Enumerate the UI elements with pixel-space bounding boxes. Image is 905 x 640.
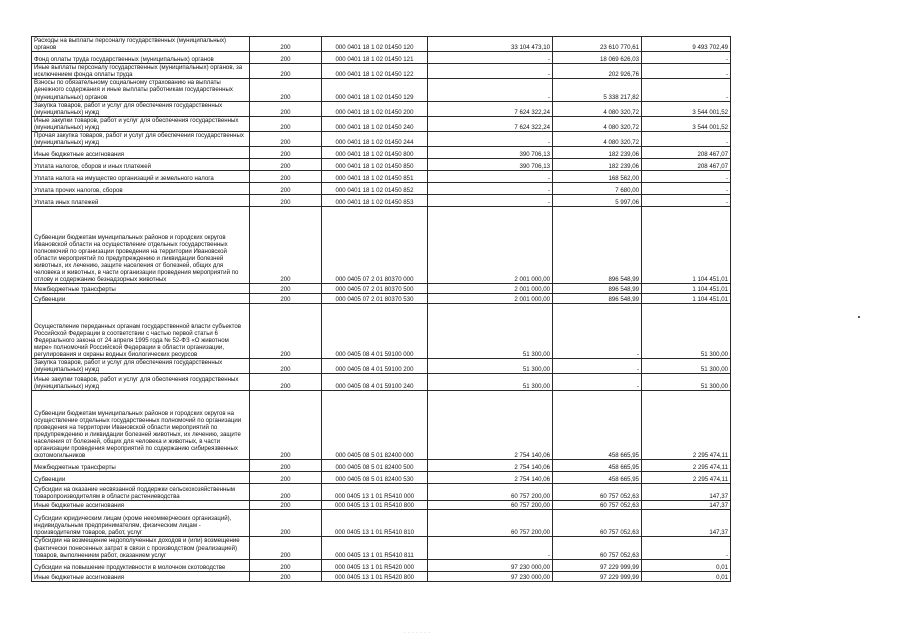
- table-row: [32, 195, 731, 207]
- unexecuted-amount-cell: 0,01: [642, 571, 731, 581]
- approved-amount-cell: 51 300,00: [428, 374, 553, 391]
- executed-amount-cell: -: [553, 304, 642, 359]
- line-code-cell: 200: [250, 195, 322, 207]
- unexecuted-amount-cell: -: [642, 64, 731, 79]
- expense-name-cell: Иные бюджетные ассигнования: [32, 501, 250, 510]
- expense-name-cell: Взносы по обязательному социальному страхованию на выплаты денежного содержания и иные выплаты работникам государственных (муниципальных) органов: [32, 79, 250, 101]
- expense-name-cell: Субсидии на повышение продуктивности в молочном скотоводстве: [32, 559, 250, 571]
- executed-amount-cell: 97 229 999,99: [553, 559, 642, 571]
- table-row: [32, 101, 731, 116]
- line-code-cell: 200: [250, 484, 322, 501]
- expense-name-cell: Межбюджетные трансферты: [32, 284, 250, 294]
- executed-amount-cell: 23 610 770,61: [553, 37, 642, 52]
- executed-amount-cell: 182 239,06: [553, 159, 642, 171]
- expense-name-cell: Закупка товаров, работ и услуг для обеспечения государственных (муниципальных) нужд: [32, 101, 250, 116]
- unexecuted-amount-cell: 0,01: [642, 559, 731, 571]
- table-row: [32, 537, 731, 559]
- expense-name-cell: Субвенции бюджетам муниципальных районов и городских округов на осуществление отдельных государственных полномочий по организации проведения на территории Ивановской области мероприятий по предупреждению и ликвидации болезней животных, их лечению, защите населения от болезней, общих для человека и животных, в части организации проведения мероприятий по содержанию сибиреязвенных скотомогильников: [32, 391, 250, 460]
- expense-name-cell: Осуществление переданных органам государственной власти субъектов Российской Федерации в соответствии с частью первой статьи 6 Федерального закона от 24 апреля 1995 года № 52-ФЗ «О животном мире» полномочий Российской Федерации в области организации, регулирования и охраны водных биологических ресурсов: [32, 304, 250, 359]
- expense-name-cell: Иные бюджетные ассигнования: [32, 571, 250, 581]
- budget-classification-code-cell: 000 0405 08 4 01 59100 200: [322, 359, 428, 374]
- expense-name-cell: Иные закупки товаров, работ и услуг для обеспечения государственных (муниципальных) нужд: [32, 374, 250, 391]
- table-row: [32, 501, 731, 510]
- unexecuted-amount-cell: -: [642, 79, 731, 101]
- unexecuted-amount-cell: 2 295 474,11: [642, 472, 731, 484]
- table-row: [32, 359, 731, 374]
- table-row: [32, 147, 731, 159]
- executed-amount-cell: 4 080 320,72: [553, 116, 642, 131]
- expense-name-cell: Иные закупки товаров, работ и услуг для обеспечения государственных (муниципальных) нужд: [32, 116, 250, 131]
- unexecuted-amount-cell: 51 300,00: [642, 304, 731, 359]
- expense-name-cell: Уплата налога на имущество организаций и земельного налога: [32, 171, 250, 183]
- table-row: [32, 374, 731, 391]
- approved-amount-cell: 60 757 200,00: [428, 501, 553, 510]
- unexecuted-amount-cell: 2 295 474,11: [642, 460, 731, 472]
- approved-amount-cell: 7 624 322,24: [428, 101, 553, 116]
- unexecuted-amount-cell: -: [642, 52, 731, 64]
- approved-amount-cell: -: [428, 64, 553, 79]
- unexecuted-amount-cell: 51 300,00: [642, 374, 731, 391]
- executed-amount-cell: -: [553, 359, 642, 374]
- line-code-cell: 200: [250, 37, 322, 52]
- unexecuted-amount-cell: -: [642, 171, 731, 183]
- approved-amount-cell: 51 300,00: [428, 359, 553, 374]
- table-row: [32, 391, 731, 460]
- expense-name-cell: Субвенции: [32, 294, 250, 304]
- approved-amount-cell: 390 706,13: [428, 159, 553, 171]
- line-code-cell: 200: [250, 304, 322, 359]
- unexecuted-amount-cell: 147,37: [642, 501, 731, 510]
- line-code-cell: 200: [250, 391, 322, 460]
- executed-amount-cell: 4 080 320,72: [553, 101, 642, 116]
- line-code-cell: 200: [250, 147, 322, 159]
- executed-amount-cell: 60 757 052,63: [553, 537, 642, 559]
- table-row: [32, 559, 731, 571]
- approved-amount-cell: 97 230 000,00: [428, 571, 553, 581]
- unexecuted-amount-cell: 208 467,07: [642, 147, 731, 159]
- budget-classification-code-cell: 000 0405 13 1 01 R5420 000: [322, 559, 428, 571]
- budget-classification-code-cell: 000 0401 18 1 02 01450 121: [322, 52, 428, 64]
- line-code-cell: 200: [250, 183, 322, 195]
- table-row: [32, 79, 731, 101]
- line-code-cell: 200: [250, 501, 322, 510]
- budget-classification-code-cell: 000 0401 18 1 02 01450 240: [322, 116, 428, 131]
- approved-amount-cell: 60 757 200,00: [428, 484, 553, 501]
- line-code-cell: 200: [250, 294, 322, 304]
- executed-amount-cell: 60 757 052,63: [553, 501, 642, 510]
- expense-name-cell: Субсидии на возмещение недополученных доходов и (или) возмещение фактически понесенных затрат в связи с производством (реализацией) товаров, выполнением работ, оказанием услуг: [32, 537, 250, 559]
- table-row: [32, 37, 731, 52]
- expense-name-cell: Закупка товаров, работ и услуг для обеспечения государственных (муниципальных) нужд: [32, 359, 250, 374]
- table-row: [32, 171, 731, 183]
- table-row: [32, 510, 731, 537]
- budget-classification-code-cell: 000 0401 18 1 02 01450 200: [322, 101, 428, 116]
- line-code-cell: 200: [250, 284, 322, 294]
- approved-amount-cell: -: [428, 132, 553, 147]
- budget-classification-code-cell: 000 0405 08 5 01 82400 000: [322, 391, 428, 460]
- unexecuted-amount-cell: 1 104 451,01: [642, 284, 731, 294]
- unexecuted-amount-cell: -: [642, 132, 731, 147]
- budget-classification-code-cell: 000 0405 13 1 01 R5410 811: [322, 537, 428, 559]
- budget-classification-code-cell: 000 0401 18 1 02 01450 851: [322, 171, 428, 183]
- approved-amount-cell: 2 754 140,06: [428, 472, 553, 484]
- executed-amount-cell: 5 338 217,82: [553, 79, 642, 101]
- approved-amount-cell: -: [428, 171, 553, 183]
- table-row: [32, 52, 731, 64]
- expense-name-cell: Уплата иных платежей: [32, 195, 250, 207]
- executed-amount-cell: 168 562,00: [553, 171, 642, 183]
- budget-classification-code-cell: 000 0401 18 1 02 01450 853: [322, 195, 428, 207]
- approved-amount-cell: 60 757 200,00: [428, 510, 553, 537]
- approved-amount-cell: -: [428, 79, 553, 101]
- executed-amount-cell: 896 548,99: [553, 294, 642, 304]
- approved-amount-cell: 51 300,00: [428, 304, 553, 359]
- line-code-cell: 200: [250, 101, 322, 116]
- line-code-cell: 200: [250, 64, 322, 79]
- unexecuted-amount-cell: -: [642, 183, 731, 195]
- expense-name-cell: Фонд оплаты труда государственных (муниципальных) органов: [32, 52, 250, 64]
- table-row: [32, 284, 731, 294]
- unexecuted-amount-cell: -: [642, 195, 731, 207]
- table-row: [32, 484, 731, 501]
- executed-amount-cell: 60 757 052,63: [553, 484, 642, 501]
- expense-name-cell: Иные бюджетные ассигнования: [32, 147, 250, 159]
- line-code-cell: 200: [250, 472, 322, 484]
- budget-classification-code-cell: 000 0405 08 4 01 59100 240: [322, 374, 428, 391]
- executed-amount-cell: 896 548,99: [553, 284, 642, 294]
- unexecuted-amount-cell: 208 467,07: [642, 159, 731, 171]
- budget-classification-code-cell: 000 0401 18 1 02 01450 129: [322, 79, 428, 101]
- unexecuted-amount-cell: 51 300,00: [642, 359, 731, 374]
- table-row: [32, 571, 731, 581]
- executed-amount-cell: 97 229 999,99: [553, 571, 642, 581]
- unexecuted-amount-cell: 9 493 702,49: [642, 37, 731, 52]
- expense-name-cell: Иные выплаты персоналу государственных (муниципальных) органов, за исключением фонда оплаты труда: [32, 64, 250, 79]
- budget-classification-code-cell: 000 0405 13 1 01 R5410 800: [322, 501, 428, 510]
- expense-name-cell: Уплата прочих налогов, сборов: [32, 183, 250, 195]
- line-code-cell: 200: [250, 207, 322, 284]
- line-code-cell: 200: [250, 171, 322, 183]
- unexecuted-amount-cell: 3 544 001,52: [642, 116, 731, 131]
- table-row: [32, 460, 731, 472]
- table-row: [32, 116, 731, 131]
- table-row: [32, 294, 731, 304]
- executed-amount-cell: 18 069 626,03: [553, 52, 642, 64]
- line-code-cell: 200: [250, 460, 322, 472]
- table-row: [32, 132, 731, 147]
- approved-amount-cell: -: [428, 195, 553, 207]
- budget-expenditure-table: [31, 36, 731, 582]
- expense-name-cell: Межбюджетные трансферты: [32, 460, 250, 472]
- approved-amount-cell: 7 624 322,24: [428, 116, 553, 131]
- expense-name-cell: Субвенции бюджетам муниципальных районов и городских округов Ивановской области на осуществление отдельных государственных полномочий по организации проведения на территории Ивановской области мероприятий по предупреждению и ликвидации болезней животных, их лечению, защите населения от болезней, общих для человека и животных, в части организации проведения мероприятий по отлову и содержанию безнадзорных животных: [32, 207, 250, 284]
- line-code-cell: 200: [250, 359, 322, 374]
- expense-name-cell: Уплата налогов, сборов и иных платежей: [32, 159, 250, 171]
- table-row: [32, 159, 731, 171]
- page-footer-faint: · · · · · · ·: [404, 630, 431, 636]
- line-code-cell: 200: [250, 116, 322, 131]
- budget-classification-code-cell: 000 0401 18 1 02 01450 120: [322, 37, 428, 52]
- budget-classification-code-cell: 000 0401 18 1 02 01450 800: [322, 147, 428, 159]
- line-code-cell: 200: [250, 510, 322, 537]
- expense-name-cell: Субвенции: [32, 472, 250, 484]
- executed-amount-cell: 458 665,95: [553, 391, 642, 460]
- unexecuted-amount-cell: 147,37: [642, 484, 731, 501]
- executed-amount-cell: 7 680,00: [553, 183, 642, 195]
- approved-amount-cell: 2 001 000,00: [428, 207, 553, 284]
- executed-amount-cell: 458 665,95: [553, 472, 642, 484]
- expense-name-cell: Прочая закупка товаров, работ и услуг для обеспечения государственных (муниципальных) нужд: [32, 132, 250, 147]
- budget-classification-code-cell: 000 0401 18 1 02 01450 122: [322, 64, 428, 79]
- approved-amount-cell: -: [428, 537, 553, 559]
- approved-amount-cell: -: [428, 183, 553, 195]
- executed-amount-cell: 182 239,06: [553, 147, 642, 159]
- budget-classification-code-cell: 000 0401 18 1 02 01450 852: [322, 183, 428, 195]
- table-row: [32, 183, 731, 195]
- scan-speck: [858, 316, 860, 318]
- approved-amount-cell: 33 104 473,10: [428, 37, 553, 52]
- budget-classification-code-cell: 000 0405 08 4 01 59100 000: [322, 304, 428, 359]
- table-row: [32, 472, 731, 484]
- approved-amount-cell: 2 001 000,00: [428, 294, 553, 304]
- unexecuted-amount-cell: 147,37: [642, 510, 731, 537]
- budget-classification-code-cell: 000 0401 18 1 02 01450 850: [322, 159, 428, 171]
- executed-amount-cell: 4 080 320,72: [553, 132, 642, 147]
- budget-classification-code-cell: 000 0405 08 5 01 82400 500: [322, 460, 428, 472]
- line-code-cell: 200: [250, 79, 322, 101]
- executed-amount-cell: 896 548,99: [553, 207, 642, 284]
- unexecuted-amount-cell: 1 104 451,01: [642, 294, 731, 304]
- unexecuted-amount-cell: 2 295 474,11: [642, 391, 731, 460]
- approved-amount-cell: -: [428, 52, 553, 64]
- executed-amount-cell: -: [553, 374, 642, 391]
- budget-classification-code-cell: 000 0405 07 2 01 80370 530: [322, 294, 428, 304]
- unexecuted-amount-cell: 3 544 001,52: [642, 101, 731, 116]
- approved-amount-cell: 2 754 140,06: [428, 391, 553, 460]
- line-code-cell: 200: [250, 571, 322, 581]
- budget-classification-code-cell: 000 0405 13 1 01 R5410 000: [322, 484, 428, 501]
- budget-classification-code-cell: 000 0401 18 1 02 01450 244: [322, 132, 428, 147]
- approved-amount-cell: 2 001 000,00: [428, 284, 553, 294]
- budget-classification-code-cell: 000 0405 13 1 01 R5420 800: [322, 571, 428, 581]
- expense-name-cell: Расходы на выплаты персоналу государственных (муниципальных) органов: [32, 37, 250, 52]
- executed-amount-cell: 60 757 052,63: [553, 510, 642, 537]
- budget-classification-code-cell: 000 0405 13 1 01 R5410 810: [322, 510, 428, 537]
- line-code-cell: 200: [250, 132, 322, 147]
- expense-name-cell: Субсидии на оказание несвязанной поддержки сельскохозяйственным товаропроизводителям в области растениеводства: [32, 484, 250, 501]
- budget-classification-code-cell: 000 0405 07 2 01 80370 500: [322, 284, 428, 294]
- line-code-cell: 200: [250, 52, 322, 64]
- line-code-cell: 200: [250, 374, 322, 391]
- line-code-cell: 200: [250, 537, 322, 559]
- expense-name-cell: Субсидии юридическим лицам (кроме некоммерческих организаций), индивидуальным предпринимателям, физическим лицам - производителям товаров, работ, услуг: [32, 510, 250, 537]
- approved-amount-cell: 2 754 140,06: [428, 460, 553, 472]
- unexecuted-amount-cell: -: [642, 537, 731, 559]
- budget-classification-code-cell: 000 0405 07 2 01 80370 000: [322, 207, 428, 284]
- line-code-cell: 200: [250, 159, 322, 171]
- unexecuted-amount-cell: 1 104 451,01: [642, 207, 731, 284]
- executed-amount-cell: 5 997,06: [553, 195, 642, 207]
- executed-amount-cell: 202 926,76: [553, 64, 642, 79]
- table-row: [32, 304, 731, 359]
- line-code-cell: 200: [250, 559, 322, 571]
- table-row: [32, 64, 731, 79]
- budget-classification-code-cell: 000 0405 08 5 01 82400 530: [322, 472, 428, 484]
- table-row: [32, 207, 731, 284]
- approved-amount-cell: 97 230 000,00: [428, 559, 553, 571]
- executed-amount-cell: 458 665,95: [553, 460, 642, 472]
- approved-amount-cell: 390 706,13: [428, 147, 553, 159]
